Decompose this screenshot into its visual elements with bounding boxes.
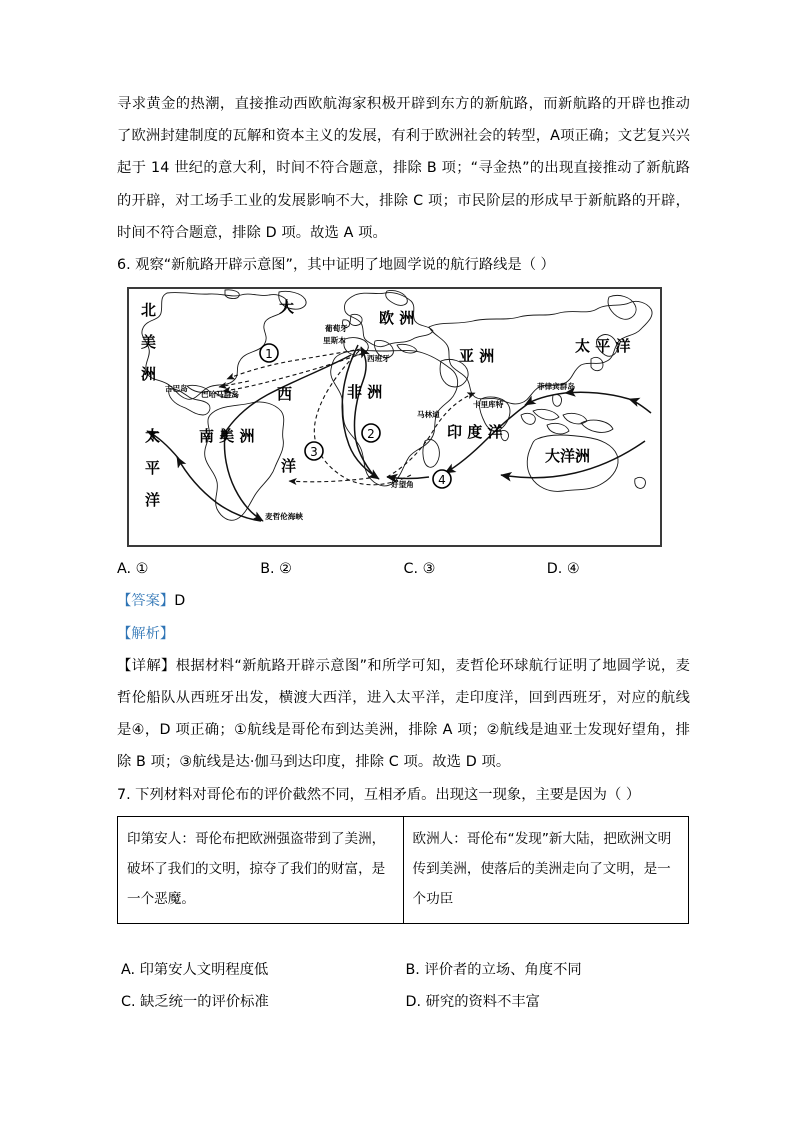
question7-stem: 7. 下列材料对哥伦布的评价截然不同，互相矛盾。出现这一现象，主要是因为（ ） xyxy=(117,786,641,803)
svg-text:3: 3 xyxy=(310,445,318,460)
map-label-pacific-left3: 洋 xyxy=(145,491,161,510)
question7-option-d[interactable]: D. 研究的资料不丰富 xyxy=(405,994,540,1011)
map-svg xyxy=(129,289,660,545)
new-sea-routes-map xyxy=(127,287,662,547)
question6-options xyxy=(117,553,690,585)
answer-label: 【答案】 xyxy=(117,593,175,610)
table-row xyxy=(118,816,689,923)
map-label-pacific-left2: 平 xyxy=(145,459,161,478)
map-route-marker-4 xyxy=(433,470,451,488)
svg-text:4: 4 xyxy=(438,473,446,488)
answer-value: D xyxy=(174,593,186,610)
question7-material-table xyxy=(117,816,689,924)
question7-options-row1 xyxy=(117,954,690,986)
map-label-philippines: 菲律宾群岛 xyxy=(537,382,575,392)
question6-option-d[interactable]: D. ④ xyxy=(546,561,580,578)
map-label-atlantic: 大 xyxy=(279,298,295,317)
question7-option-b[interactable]: B. 评价者的立场、角度不同 xyxy=(405,961,582,978)
map-label-oceania: 大洋洲 xyxy=(545,447,591,466)
svg-text:2: 2 xyxy=(367,427,375,442)
question7-option-c[interactable]: C. 缺乏统一的评价标准 xyxy=(121,994,269,1011)
map-label-bahamas: 巴哈马群岛 xyxy=(201,390,239,400)
detail-label: 【详解】 xyxy=(117,657,176,674)
map-label-africa: 非 洲 xyxy=(347,383,383,402)
map-label-calicut: 卡里库特 xyxy=(473,400,504,410)
spacer-after-table xyxy=(117,924,690,954)
map-route-marker-2 xyxy=(362,424,380,442)
question7-option-a[interactable]: A. 印第安人文明程度低 xyxy=(121,961,269,978)
map-label-atlantic3: 洋 xyxy=(281,457,297,476)
map-label-atlantic2: 西 xyxy=(277,385,293,404)
map-label-namerica3: 洲 xyxy=(141,365,157,384)
map-label-cape: 好望角 xyxy=(391,480,414,490)
map-label-spain: 西班牙 xyxy=(367,354,390,364)
map-label-pacific-right: 太 平 洋 xyxy=(575,337,631,356)
map-label-namerica2: 美 xyxy=(141,333,157,352)
material-cell-european: 欧洲人：哥伦布“发现”新大陆，把欧洲文明传到美洲，使落后的美洲走向了文明，是一个功臣 xyxy=(403,816,689,923)
map-label-asia: 亚 洲 xyxy=(459,347,495,366)
svg-text:1: 1 xyxy=(265,347,273,362)
q5-analysis-paragraph: 寻求黄金的热潮，直接推动西欧航海家积极开辟到东方的新航路，而新航路的开辟也推动了欧洲封建制度的瓦解和资本主义的发展，有利于欧洲社会的转型，A项正确；文艺复兴兴起于 14 世纪的意大利，时间不符合题意，排除 B 项；“寻金热”的出现直接推动了新航路的开辟，对工场手工业的发展影响不大，排除 C 项；市民阶层的形成早于新航路的开辟，时间不符合题意，排除 D 项。故选 A 项。 xyxy=(117,96,690,241)
question6-option-b[interactable]: B. ② xyxy=(260,561,292,578)
question7-options-row2 xyxy=(117,986,690,1018)
map-label-pacific-left1: 太 xyxy=(145,427,161,446)
map-route-marker-1 xyxy=(260,344,278,362)
material-cell-indian: 印第安人：哥伦布把欧洲强盗带到了美洲，破坏了我们的文明，掠夺了我们的财富，是一个恶魔。 xyxy=(118,816,404,923)
detail-text: 根据材料“新航路开辟示意图”和所学可知，麦哲伦环球航行证明了地圆学说，麦哲伦船队从西班牙出发，横渡大西洋，进入太平洋，走印度洋，回到西班牙，对应的航线是④，D 项正确；①航线是哥伦布到达美洲，排除 A 项；②航线是迪亚士发现好望角，排除 B 项；③航线是达·伽马到达印度，排除 C 项。故选 D 项。 xyxy=(117,657,690,771)
map-label-samerica: 南 美 洲 xyxy=(199,427,255,446)
map-label-europe: 欧 洲 xyxy=(379,309,415,328)
question6-detail-paragraph xyxy=(117,650,690,779)
map-label-indian: 印 度 洋 xyxy=(447,423,503,442)
question6-option-a[interactable]: A. ① xyxy=(117,561,149,578)
map-label-lisbon: 里斯本 xyxy=(323,336,346,346)
question6-analysis-label: 【解析】 xyxy=(117,625,175,642)
map-label-malindi: 马林迪 xyxy=(417,410,440,420)
question6-stem: 6. 观察“新航路开辟示意图”，其中证明了地圆学说的航行路线是（ ） xyxy=(117,257,555,274)
map-label-portugal: 葡萄牙 xyxy=(325,324,348,334)
map-label-magellan-strait: 麦哲伦海峡 xyxy=(265,512,303,522)
map-route-marker-3 xyxy=(305,442,323,460)
question6-option-c[interactable]: C. ③ xyxy=(403,561,436,578)
question6-answer-line xyxy=(117,585,690,617)
map-label-cuba: 古巴岛 xyxy=(165,384,188,394)
map-label-namerica1: 北 xyxy=(141,301,157,320)
